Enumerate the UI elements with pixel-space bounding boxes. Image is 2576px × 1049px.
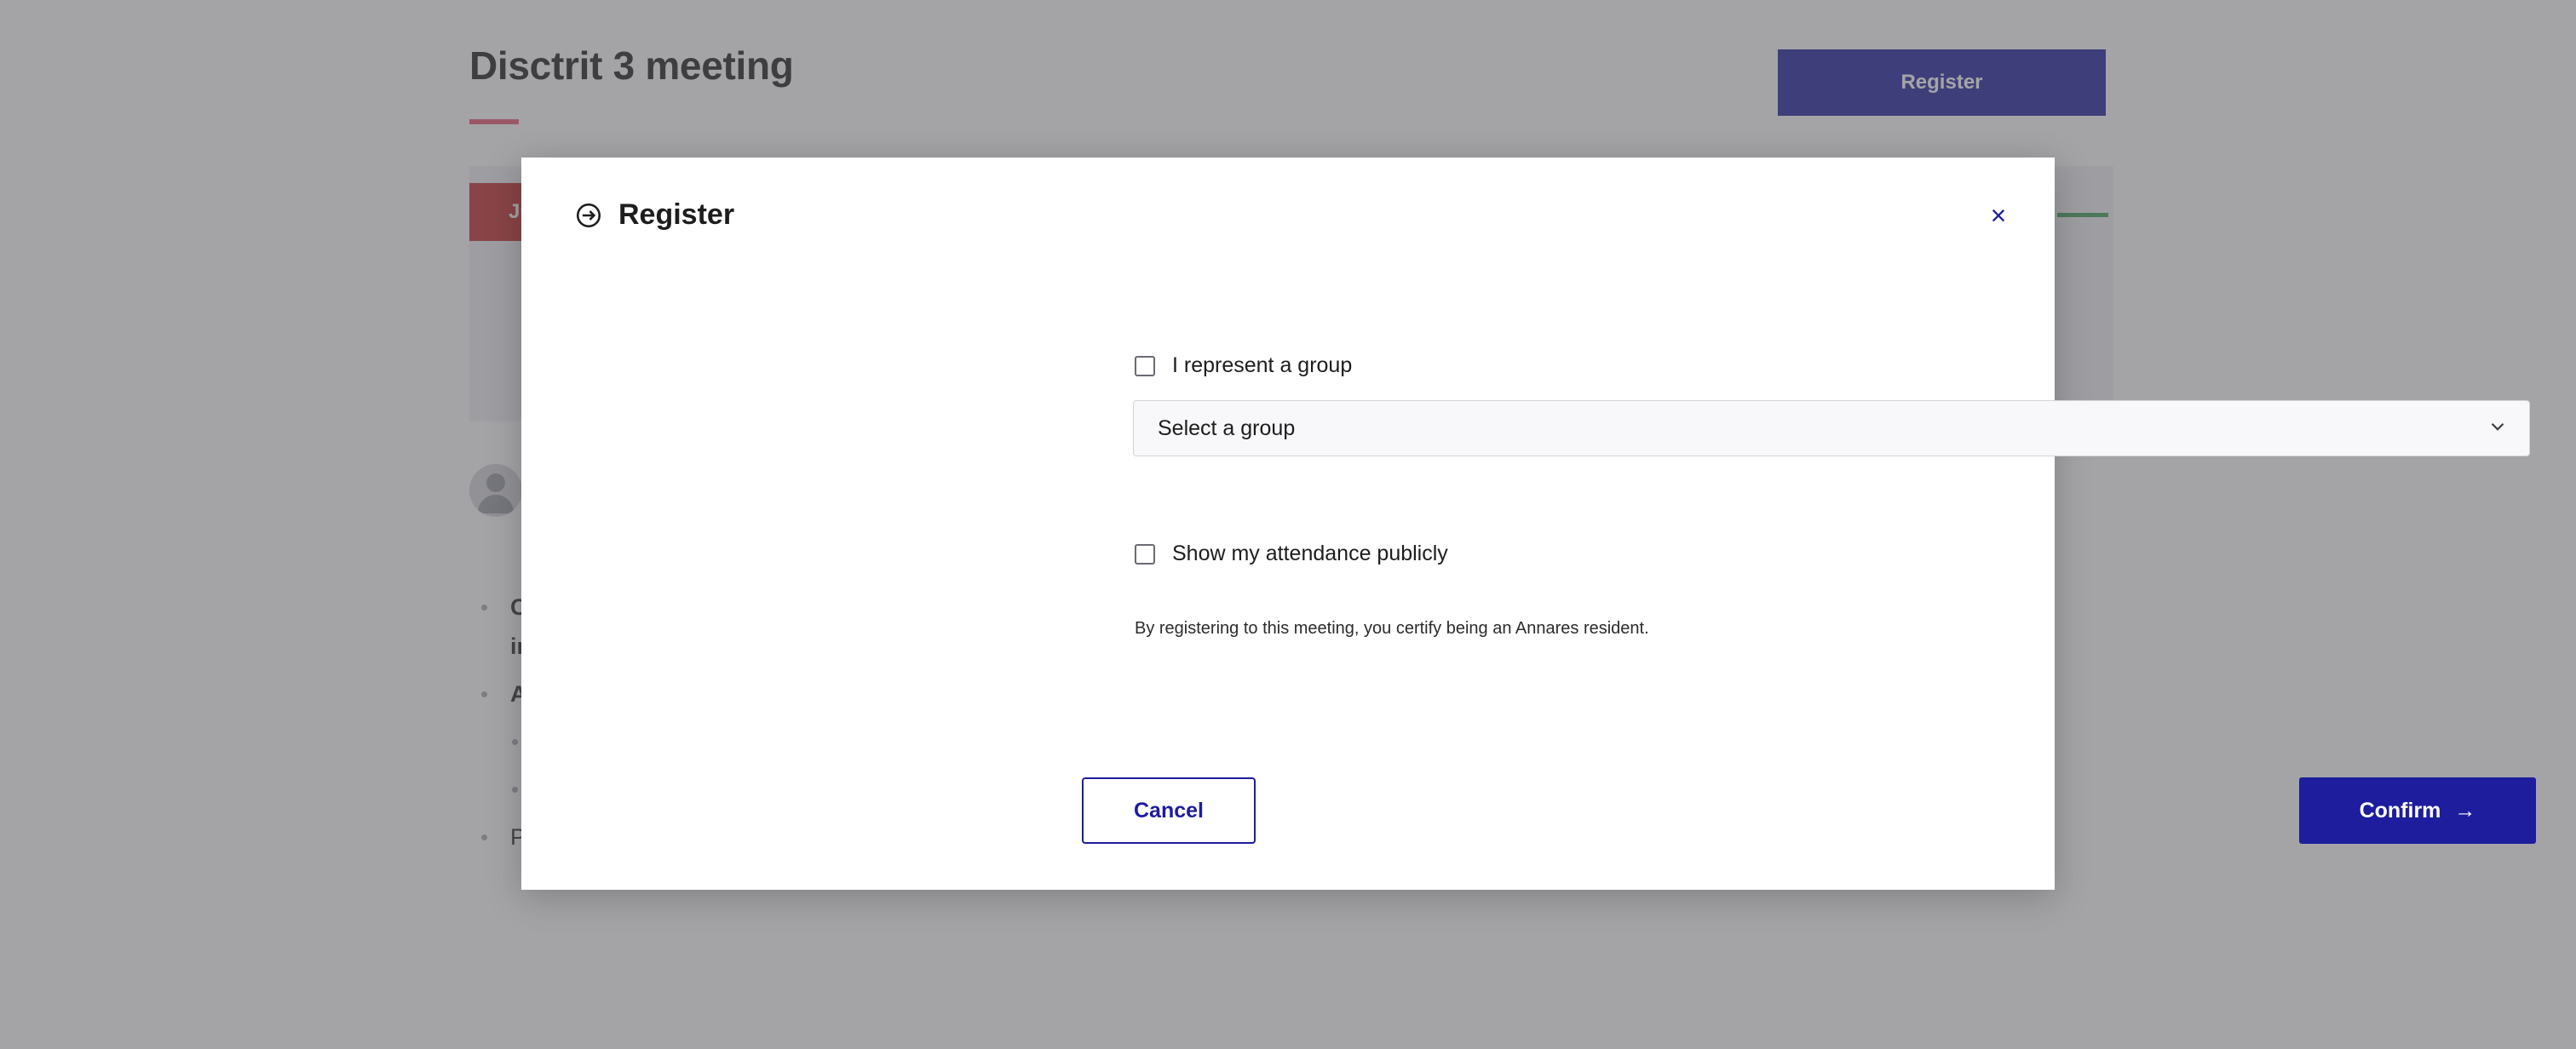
public-attendance-row[interactable] [1135, 542, 2055, 566]
register-modal [521, 158, 2476, 890]
group-select[interactable] [1133, 400, 2530, 456]
group-checkbox[interactable] [1135, 356, 1155, 376]
group-checkbox-label: I represent a group [1172, 353, 1353, 377]
close-icon[interactable]: × [1981, 198, 2015, 232]
modal-title: Register [618, 198, 735, 231]
group-select-value: Select a group [1158, 416, 1296, 440]
modal-body [521, 268, 2055, 639]
chevron-down-icon [2487, 416, 2509, 442]
public-attendance-checkbox[interactable] [1135, 544, 1155, 565]
confirm-button[interactable] [2299, 777, 2536, 844]
arrow-right-icon: → [2454, 798, 2476, 823]
modal-footer [521, 777, 2476, 844]
confirm-button-label: Confirm [2359, 798, 2441, 823]
legal-text: By registering to this meeting, you certify being an Annares resident. [1135, 619, 1649, 638]
group-checkbox-row[interactable] [1135, 353, 2055, 378]
cancel-button[interactable]: Cancel [1082, 777, 1256, 844]
modal-title-wrap [574, 198, 734, 232]
public-attendance-label: Show my attendance publicly [1172, 542, 1448, 565]
register-arrow-icon [574, 201, 603, 230]
modal-header [521, 158, 2055, 268]
